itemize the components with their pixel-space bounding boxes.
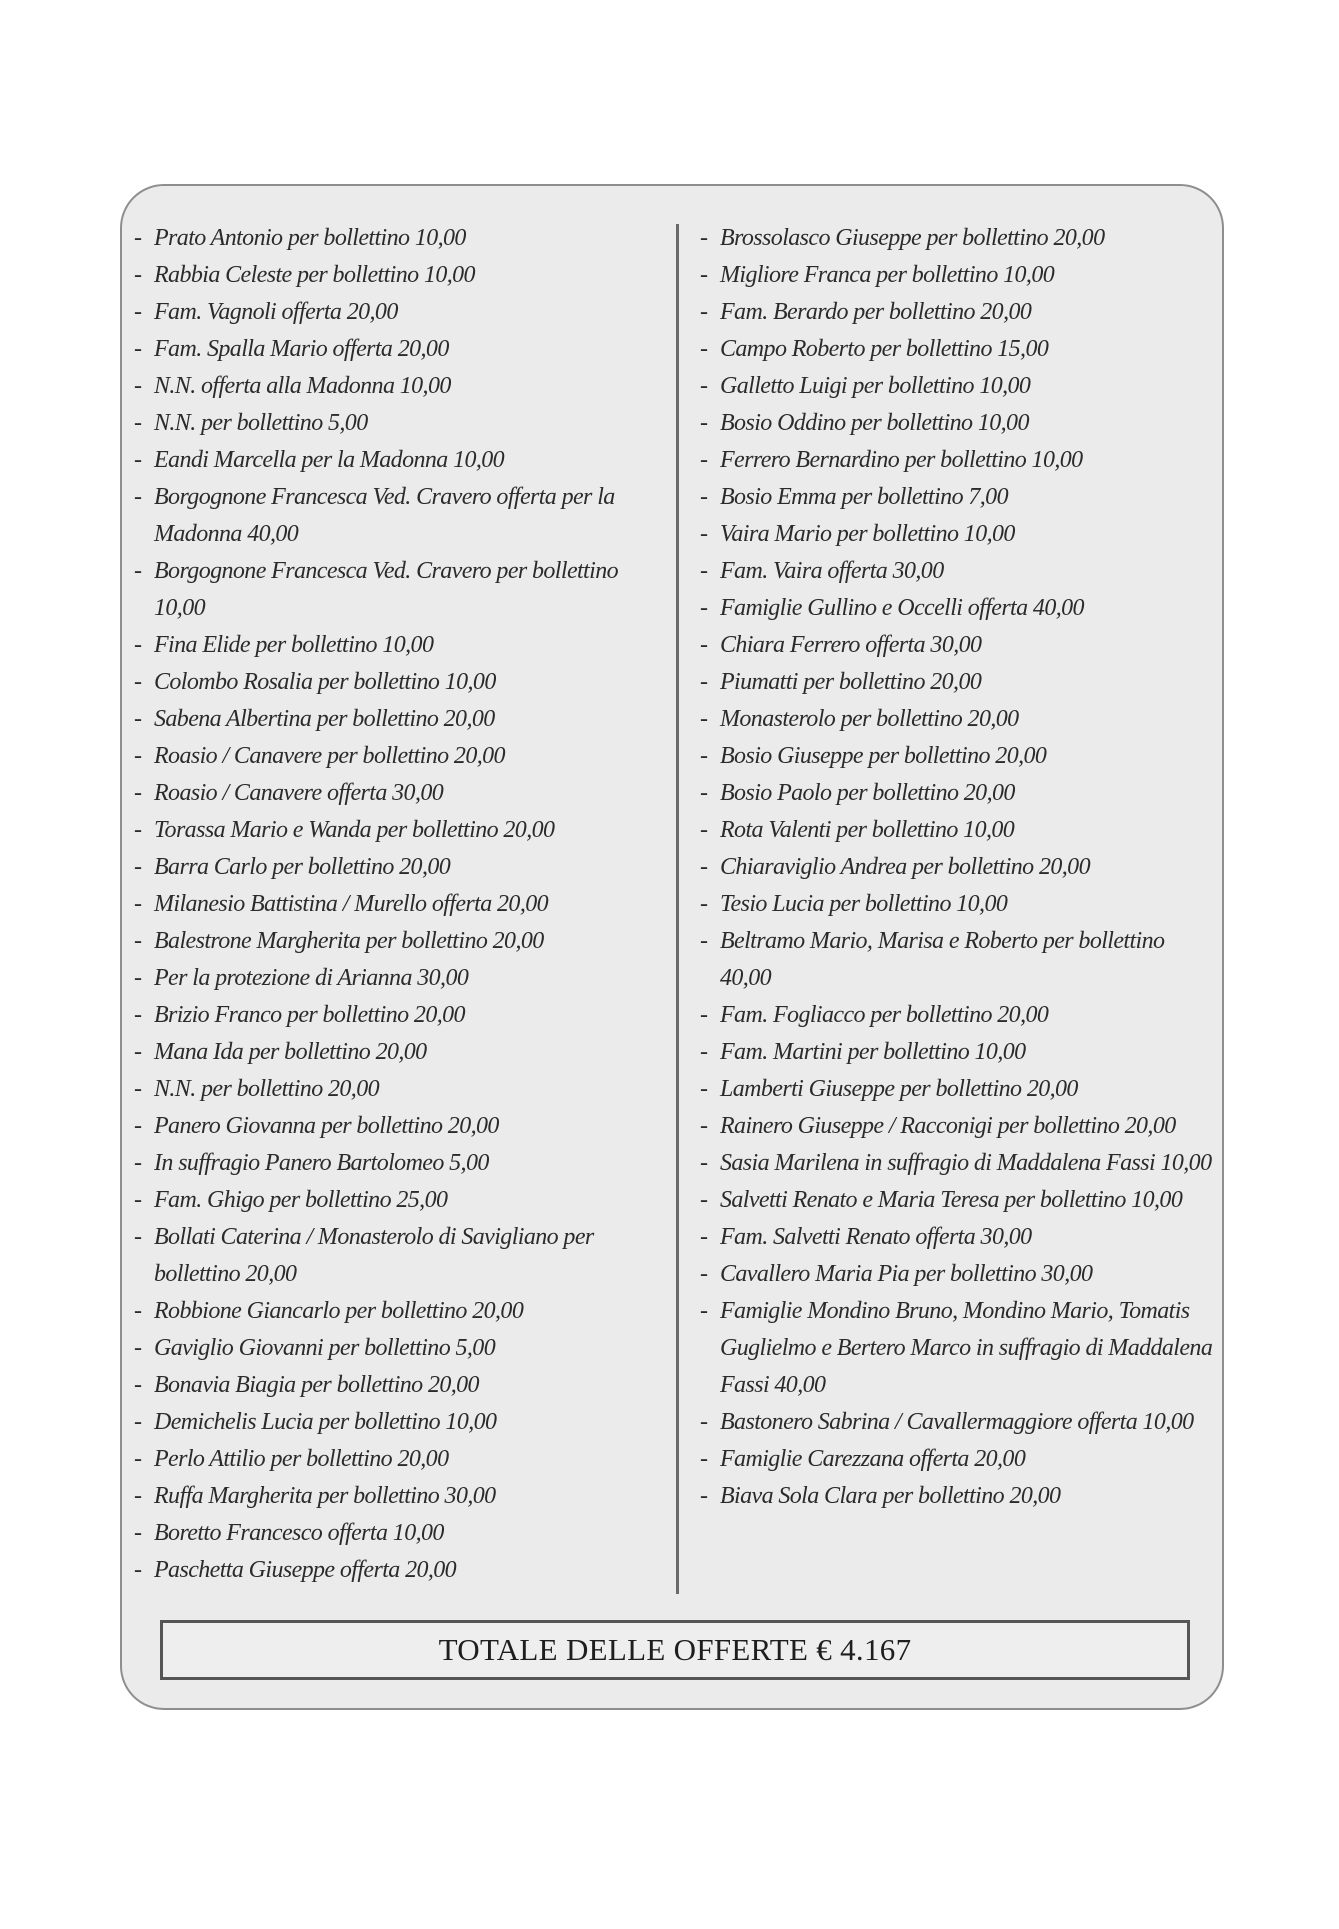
- offering-text: Fam. Martini per bollettino 10,00: [720, 1039, 1026, 1065]
- offering-item: [700, 516, 1220, 553]
- offering-item: [700, 1441, 1220, 1478]
- bullet-dash: -: [134, 410, 142, 436]
- offering-item: [700, 257, 1220, 294]
- bullet-dash: -: [134, 891, 142, 917]
- offering-text: Bastonero Sabrina / Cavallermaggiore offerta 10,00: [720, 1409, 1194, 1435]
- offering-item: [700, 997, 1220, 1034]
- offering-text: Beltramo Mario, Marisa e Roberto per bollettino 40,00: [720, 928, 1165, 991]
- offering-text: Per la protezione di Arianna 30,00: [154, 965, 469, 991]
- offering-item: [700, 368, 1220, 405]
- bullet-dash: -: [134, 743, 142, 769]
- offering-text: Gaviglio Giovanni per bollettino 5,00: [154, 1335, 496, 1361]
- bullet-dash: -: [134, 1187, 142, 1213]
- bullet-dash: -: [134, 965, 142, 991]
- offering-item: [134, 1330, 674, 1367]
- bullet-dash: -: [700, 1002, 708, 1028]
- offering-text: Vaira Mario per bollettino 10,00: [720, 521, 1015, 547]
- offering-text: Fam. Vaira offerta 30,00: [720, 558, 944, 584]
- offering-text: Famiglie Gullino e Occelli offerta 40,00: [720, 595, 1084, 621]
- offering-text: Roasio / Canavere per bollettino 20,00: [154, 743, 505, 769]
- offering-text: Demichelis Lucia per bollettino 10,00: [154, 1409, 497, 1435]
- offering-text: Torassa Mario e Wanda per bollettino 20,00: [154, 817, 555, 843]
- bullet-dash: -: [700, 225, 708, 251]
- offering-item: [700, 1256, 1220, 1293]
- bullet-dash: -: [134, 262, 142, 288]
- offering-item: [700, 331, 1220, 368]
- bullet-dash: -: [134, 336, 142, 362]
- bullet-dash: -: [134, 1372, 142, 1398]
- bullet-dash: -: [134, 225, 142, 251]
- offering-item: [134, 1034, 674, 1071]
- bullet-dash: -: [134, 1002, 142, 1028]
- offering-text: Rota Valenti per bollettino 10,00: [720, 817, 1015, 843]
- offering-item: [134, 812, 674, 849]
- offering-item: [700, 479, 1220, 516]
- offering-text: Robbione Giancarlo per bollettino 20,00: [154, 1298, 524, 1324]
- offering-item: [700, 1182, 1220, 1219]
- bullet-dash: -: [134, 928, 142, 954]
- offering-text: Bosio Emma per bollettino 7,00: [720, 484, 1008, 510]
- offering-text: Bonavia Biagia per bollettino 20,00: [154, 1372, 479, 1398]
- offering-item: [134, 257, 674, 294]
- offering-item: [134, 1441, 674, 1478]
- right-offerings-list: [700, 220, 1220, 1515]
- offering-item: [134, 331, 674, 368]
- bullet-dash: -: [700, 1076, 708, 1102]
- bullet-dash: -: [134, 1076, 142, 1102]
- offering-text: Bosio Giuseppe per bollettino 20,00: [720, 743, 1047, 769]
- bullet-dash: -: [700, 1446, 708, 1472]
- total-label: TOTALE DELLE OFFERTE € 4.167: [438, 1632, 912, 1667]
- offering-text: Panero Giovanna per bollettino 20,00: [154, 1113, 499, 1139]
- offering-item: [134, 886, 674, 923]
- bullet-dash: -: [134, 484, 142, 510]
- bullet-dash: -: [134, 1113, 142, 1139]
- offering-text: Chiaraviglio Andrea per bollettino 20,00: [720, 854, 1090, 880]
- offering-item: [134, 738, 674, 775]
- offering-text: Borgognone Francesca Ved. Cravero offerta per la Madonna 40,00: [154, 484, 615, 547]
- offering-text: Migliore Franca per bollettino 10,00: [720, 262, 1055, 288]
- bullet-dash: -: [134, 1557, 142, 1583]
- bullet-dash: -: [134, 669, 142, 695]
- bullet-dash: -: [700, 262, 708, 288]
- offering-text: Monasterolo per bollettino 20,00: [720, 706, 1019, 732]
- offering-item: [134, 1293, 674, 1330]
- offering-item: [134, 923, 674, 960]
- offering-item: [134, 368, 674, 405]
- bullet-dash: -: [700, 780, 708, 806]
- bullet-dash: -: [134, 1150, 142, 1176]
- offering-item: [134, 1071, 674, 1108]
- offering-text: Rabbia Celeste per bollettino 10,00: [154, 262, 475, 288]
- bullet-dash: -: [700, 484, 708, 510]
- offering-item: [700, 590, 1220, 627]
- offering-text: Salvetti Renato e Maria Teresa per bollettino 10,00: [720, 1187, 1183, 1213]
- offering-item: [134, 1404, 674, 1441]
- offering-text: Galletto Luigi per bollettino 10,00: [720, 373, 1031, 399]
- bullet-dash: -: [700, 1261, 708, 1287]
- bullet-dash: -: [700, 336, 708, 362]
- offering-item: [134, 664, 674, 701]
- offering-text: Fina Elide per bollettino 10,00: [154, 632, 434, 658]
- bullet-dash: -: [134, 632, 142, 658]
- bullet-dash: -: [134, 1446, 142, 1472]
- offering-item: [134, 479, 674, 553]
- bullet-dash: -: [134, 1335, 142, 1361]
- offering-text: Piumatti per bollettino 20,00: [720, 669, 982, 695]
- offering-text: N.N. per bollettino 20,00: [154, 1076, 380, 1102]
- bullet-dash: -: [700, 410, 708, 436]
- offering-text: Bosio Paolo per bollettino 20,00: [720, 780, 1015, 806]
- offering-item: [700, 664, 1220, 701]
- offering-item: [134, 1367, 674, 1404]
- offering-item: [700, 701, 1220, 738]
- bullet-dash: -: [700, 632, 708, 658]
- offering-text: Fam. Spalla Mario offerta 20,00: [154, 336, 449, 362]
- offering-item: [134, 997, 674, 1034]
- offering-text: Borgognone Francesca Ved. Cravero per bollettino 10,00: [154, 558, 618, 621]
- offering-text: Eandi Marcella per la Madonna 10,00: [154, 447, 505, 473]
- offering-text: Boretto Francesco offerta 10,00: [154, 1520, 444, 1546]
- offering-item: [700, 294, 1220, 331]
- bullet-dash: -: [134, 1409, 142, 1435]
- offering-item: [700, 1034, 1220, 1071]
- offering-item: [134, 849, 674, 886]
- bullet-dash: -: [700, 1409, 708, 1435]
- offering-text: Brizio Franco per bollettino 20,00: [154, 1002, 465, 1028]
- offering-text: Bollati Caterina / Monasterolo di Savigliano per bollettino 20,00: [154, 1224, 594, 1287]
- offering-item: [134, 1108, 674, 1145]
- bullet-dash: -: [700, 373, 708, 399]
- offering-item: [700, 1108, 1220, 1145]
- bullet-dash: -: [700, 1150, 708, 1176]
- column-divider: [676, 224, 679, 1594]
- offering-text: Rainero Giuseppe / Racconigi per bollettino 20,00: [720, 1113, 1176, 1139]
- offering-item: [700, 627, 1220, 664]
- offering-text: Famiglie Carezzana offerta 20,00: [720, 1446, 1026, 1472]
- offering-text: Milanesio Battistina / Murello offerta 20,00: [154, 891, 549, 917]
- offering-item: [700, 1219, 1220, 1256]
- offering-item: [134, 701, 674, 738]
- offering-text: Brossolasco Giuseppe per bollettino 20,00: [720, 225, 1105, 251]
- offering-item: [134, 1145, 674, 1182]
- offering-item: [700, 553, 1220, 590]
- offering-text: Sabena Albertina per bollettino 20,00: [154, 706, 495, 732]
- offering-item: [700, 849, 1220, 886]
- offering-text: Prato Antonio per bollettino 10,00: [154, 225, 466, 251]
- bullet-dash: -: [700, 1298, 708, 1324]
- bullet-dash: -: [700, 595, 708, 621]
- offering-item: [700, 923, 1220, 997]
- bullet-dash: -: [700, 891, 708, 917]
- offering-item: [700, 1071, 1220, 1108]
- offering-item: [700, 1478, 1220, 1515]
- offering-item: [700, 775, 1220, 812]
- bullet-dash: -: [700, 1483, 708, 1509]
- bullet-dash: -: [700, 817, 708, 843]
- offering-text: Tesio Lucia per bollettino 10,00: [720, 891, 1008, 917]
- offering-item: [700, 812, 1220, 849]
- offering-text: Campo Roberto per bollettino 15,00: [720, 336, 1049, 362]
- offering-text: Mana Ida per bollettino 20,00: [154, 1039, 427, 1065]
- offering-item: [700, 1404, 1220, 1441]
- offering-item: [134, 1478, 674, 1515]
- offerings-panel: [120, 184, 1224, 1710]
- bullet-dash: -: [134, 1520, 142, 1546]
- bullet-dash: -: [134, 447, 142, 473]
- offering-item: [700, 738, 1220, 775]
- offering-text: Perlo Attilio per bollettino 20,00: [154, 1446, 449, 1472]
- bullet-dash: -: [700, 854, 708, 880]
- bullet-dash: -: [700, 706, 708, 732]
- offering-text: Fam. Berardo per bollettino 20,00: [720, 299, 1032, 325]
- bullet-dash: -: [134, 817, 142, 843]
- bullet-dash: -: [134, 780, 142, 806]
- bullet-dash: -: [700, 299, 708, 325]
- offering-text: N.N. per bollettino 5,00: [154, 410, 368, 436]
- offering-text: Ferrero Bernardino per bollettino 10,00: [720, 447, 1083, 473]
- left-offerings-list: [134, 220, 674, 1589]
- offering-item: [134, 627, 674, 664]
- bullet-dash: -: [134, 299, 142, 325]
- bullet-dash: -: [700, 1039, 708, 1065]
- bullet-dash: -: [134, 1039, 142, 1065]
- offering-text: Colombo Rosalia per bollettino 10,00: [154, 669, 496, 695]
- offering-text: Chiara Ferrero offerta 30,00: [720, 632, 982, 658]
- offering-text: Lamberti Giuseppe per bollettino 20,00: [720, 1076, 1078, 1102]
- bullet-dash: -: [700, 1187, 708, 1213]
- offering-text: Bosio Oddino per bollettino 10,00: [720, 410, 1029, 436]
- offering-item: [134, 960, 674, 997]
- offering-item: [134, 775, 674, 812]
- bullet-dash: -: [134, 558, 142, 584]
- bullet-dash: -: [134, 1224, 142, 1250]
- offering-item: [134, 220, 674, 257]
- offering-text: Fam. Fogliacco per bollettino 20,00: [720, 1002, 1049, 1028]
- bullet-dash: -: [134, 373, 142, 399]
- total-box: [160, 1620, 1190, 1680]
- bullet-dash: -: [134, 1298, 142, 1324]
- bullet-dash: -: [134, 854, 142, 880]
- offering-text: Fam. Ghigo per bollettino 25,00: [154, 1187, 448, 1213]
- offering-item: [134, 442, 674, 479]
- bullet-dash: -: [700, 743, 708, 769]
- offering-text: Fam. Vagnoli offerta 20,00: [154, 299, 398, 325]
- offering-item: [134, 1515, 674, 1552]
- offering-item: [134, 1552, 674, 1589]
- offering-item: [134, 1219, 674, 1293]
- bullet-dash: -: [700, 558, 708, 584]
- bullet-dash: -: [134, 1483, 142, 1509]
- offering-text: Roasio / Canavere offerta 30,00: [154, 780, 444, 806]
- offering-text: Ruffa Margherita per bollettino 30,00: [154, 1483, 496, 1509]
- bullet-dash: -: [700, 521, 708, 547]
- bullet-dash: -: [700, 1113, 708, 1139]
- offering-item: [700, 442, 1220, 479]
- offering-item: [134, 405, 674, 442]
- offering-item: [134, 294, 674, 331]
- offering-text: Cavallero Maria Pia per bollettino 30,00: [720, 1261, 1093, 1287]
- offering-item: [134, 1182, 674, 1219]
- bullet-dash: -: [700, 669, 708, 695]
- offering-text: Barra Carlo per bollettino 20,00: [154, 854, 451, 880]
- bullet-dash: -: [700, 447, 708, 473]
- offering-text: Famiglie Mondino Bruno, Mondino Mario, Tomatis Guglielmo e Bertero Marco in suffragio di Maddalena Fassi 40,00: [720, 1298, 1213, 1398]
- offering-text: Paschetta Giuseppe offerta 20,00: [154, 1557, 457, 1583]
- bullet-dash: -: [700, 928, 708, 954]
- offering-text: Sasia Marilena in suffragio di Maddalena Fassi 10,00: [720, 1150, 1212, 1176]
- offering-item: [700, 886, 1220, 923]
- offering-text: Biava Sola Clara per bollettino 20,00: [720, 1483, 1061, 1509]
- offering-item: [700, 405, 1220, 442]
- bullet-dash: -: [134, 706, 142, 732]
- bullet-dash: -: [700, 1224, 708, 1250]
- offering-item: [700, 1293, 1220, 1404]
- offering-text: N.N. offerta alla Madonna 10,00: [154, 373, 451, 399]
- offering-text: Fam. Salvetti Renato offerta 30,00: [720, 1224, 1032, 1250]
- offering-item: [700, 220, 1220, 257]
- offering-item: [700, 1145, 1220, 1182]
- offering-item: [134, 553, 674, 627]
- offering-text: Balestrone Margherita per bollettino 20,00: [154, 928, 544, 954]
- offering-text: In suffragio Panero Bartolomeo 5,00: [154, 1150, 489, 1176]
